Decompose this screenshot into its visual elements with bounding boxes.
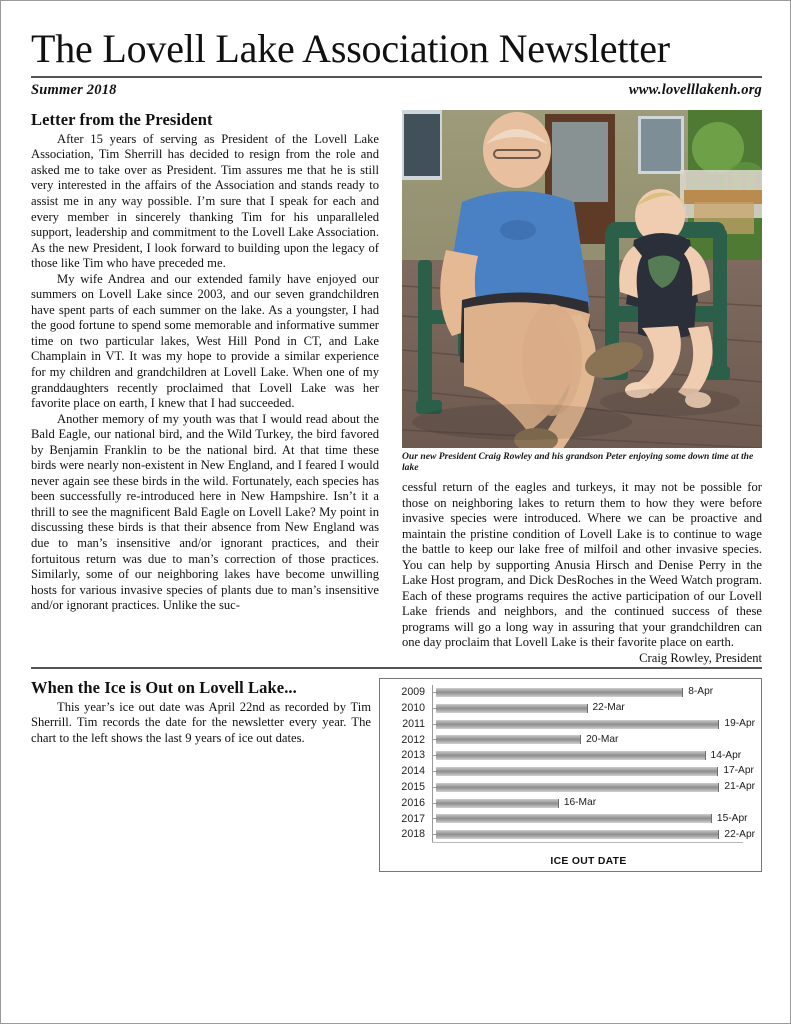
chart-bar-row: [386, 764, 755, 780]
article-paragraph-1: After 15 years of serving as President of the Lovell Lake Association, Tim Sherrill has decided to resign from the role and asked me to take over as President. Tim assures me that he is still very interested in the affairs of the Association and stands ready to assist me in any way possible. I’m sure that I speak for each and every member in sincerely thanking Tim for his unparalleled support, leadership and commitment to the Lovell Lake Association. As the new President, I look forward to building upon the legacy of those like Tim who have preceded me.: [31, 131, 379, 271]
chart-bar-track: [436, 779, 755, 795]
president-photo-figure: [402, 110, 762, 474]
chart-category-label: 2017: [401, 812, 425, 825]
chart-bar-value-label: 22-Apr: [724, 828, 755, 840]
chart-bar-row: [386, 732, 755, 748]
masthead-subline: [31, 82, 762, 99]
chart-bar-row: [386, 700, 755, 716]
chart-bar-row: [386, 685, 755, 701]
chart-category-label: 2018: [401, 828, 425, 841]
chart-bar-track: [436, 811, 755, 827]
ice-out-section: [31, 678, 762, 888]
article-signature: Craig Rowley, President: [639, 651, 762, 665]
chart-bar-track: [436, 764, 755, 780]
chart-bar-row: [386, 827, 755, 843]
chart-bar: [436, 720, 719, 729]
chart-bar-row: [386, 779, 755, 795]
chart-bar-row: [386, 716, 755, 732]
chart-category-label: 2014: [401, 765, 425, 778]
chart-x-axis-title: ICE OUT DATE: [550, 855, 627, 867]
chart-bar-row: [386, 795, 755, 811]
chart-bar: [436, 799, 559, 808]
chart-bar-row: [386, 811, 755, 827]
chart-category-label: 2015: [401, 780, 425, 793]
chart-bar-track: [436, 827, 755, 843]
chart-bar-value-label: 16-Mar: [563, 796, 597, 808]
porch-photo-illustration: [402, 110, 762, 448]
chart-bar: [436, 704, 588, 713]
issue-date: Summer 2018: [31, 81, 117, 98]
chart-bar-track: [436, 732, 755, 748]
chart-category-label: 2009: [401, 686, 425, 699]
president-photo: [402, 110, 762, 448]
ice-out-chart: [379, 678, 762, 872]
page-title: The Lovell Lake Association Newsletter: [31, 26, 670, 71]
right-column: [402, 110, 762, 667]
website-url[interactable]: www.lovelllakenh.org: [628, 81, 762, 98]
article-continuation: cessful return of the eagles and turkeys, it may not be possible for those on neighboring lakes to return them to how they were before invasive species were introduced. Where we can be proactive and maintain the pristine condition of Lovell Lake is to continue to wage the battle to keep our lake free of milfoil and other invasive species. You can help by supporting Anusia Hirsch and Denise Perry in the Lake Host program, and Dick DesRoches in the Weed Watch program. Each of these programs requires the active participation of our Lovell Lake friends and neighbors, and the continued success of these programs will go a long way in assuring that your grandchildren can one day proclaim that Lovell Lake is their favorite place on earth.: [402, 479, 762, 650]
chart-bar-track: [436, 748, 755, 764]
chart-bar-value-label: 22-Mar: [592, 702, 625, 714]
chart-bar: [436, 751, 706, 760]
chart-category-label: 2010: [401, 701, 425, 714]
chart-bar-track: [436, 716, 755, 732]
chart-bar-track: [436, 700, 755, 716]
article-paragraph-3: Another memory of my youth was that I would read about the Bald Eagle, our national bird, and the Wild Turkey, the bird favored by Benjamin Franklin to be the national bird. At that time these birds were nearly non-existent in New England, and I feared I would never again see these birds in the wild. Fortunately, each species has been successfully re-introduced here in New Hampshire. Isn’t it a thrill to see the magnificent Bald Eagle on Lovell Lake? My point in discussing these birds is that their absence from New England was due to man’s insensitive and/or ignorant practices, and their fortuitous return was due to man’s correction of those practices. Similarly, some of our neighboring lakes have become unwilling hosts for various invasive species of plants due to man’s insensitive and/or ignorant practices. Unlike the suc-: [31, 411, 379, 613]
masthead-divider: [31, 76, 762, 78]
chart-bar: [436, 688, 683, 697]
chart-bar: [436, 767, 718, 776]
ice-out-paragraph: This year’s ice out date was April 22nd as recorded by Tim Sherrill. Tim records the date for the newsletter every year. The chart to the left shows the last 9 years of ice out dates.: [31, 699, 371, 745]
chart-bar-value-label: 17-Apr: [723, 765, 754, 777]
chart-bar-track: [436, 795, 755, 811]
chart-bar: [436, 735, 581, 744]
chart-category-label: 2012: [401, 733, 425, 746]
chart-category-label: 2016: [401, 796, 425, 809]
chart-bar-value-label: 21-Apr: [724, 781, 755, 793]
chart-plot-area: [386, 685, 755, 853]
chart-category-label: 2011: [402, 717, 425, 730]
chart-bar: [436, 830, 719, 839]
chart-category-label: 2013: [401, 749, 425, 762]
chart-bar: [436, 814, 712, 823]
masthead: [31, 1, 762, 99]
chart-bar-row: [386, 748, 755, 764]
ice-out-heading: When the Ice is Out on Lovell Lake...: [31, 677, 297, 697]
article-heading: Letter from the President: [31, 109, 213, 129]
left-column: [31, 110, 379, 614]
chart-bar-value-label: 15-Apr: [716, 812, 748, 824]
article-paragraph-2: My wife Andrea and our extended family have enjoyed our summers on Lovell Lake since 2003, and our seven grandchildren have spent parts of each summer on the lake. As a youngster, I had the good fortune to spend some memorable and informative summer time on two particular lakes, West Hill Pond in CT, and Lake Champlain in VT. It was my hope to provide a similar experience for my children and grandchildren at Lovell Lake. When one of my granddaughters recently proclaimed that Lovell Lake was her favorite place on earth, I knew that I had succeeded.: [31, 271, 379, 411]
chart-bar-value-label: 8-Apr: [688, 686, 714, 698]
chart-bar-value-label: 19-Apr: [724, 717, 755, 729]
chart-bar: [436, 783, 719, 792]
chart-bar-value-label: 20-Mar: [586, 733, 619, 745]
chart-bar-track: [436, 685, 755, 701]
section-divider: [31, 667, 762, 669]
ice-out-text: [31, 678, 371, 747]
chart-bar-value-label: 14-Apr: [710, 749, 742, 761]
photo-caption: Our new President Craig Rowley and his grandson Peter enjoying some down time at the lake: [402, 450, 754, 474]
